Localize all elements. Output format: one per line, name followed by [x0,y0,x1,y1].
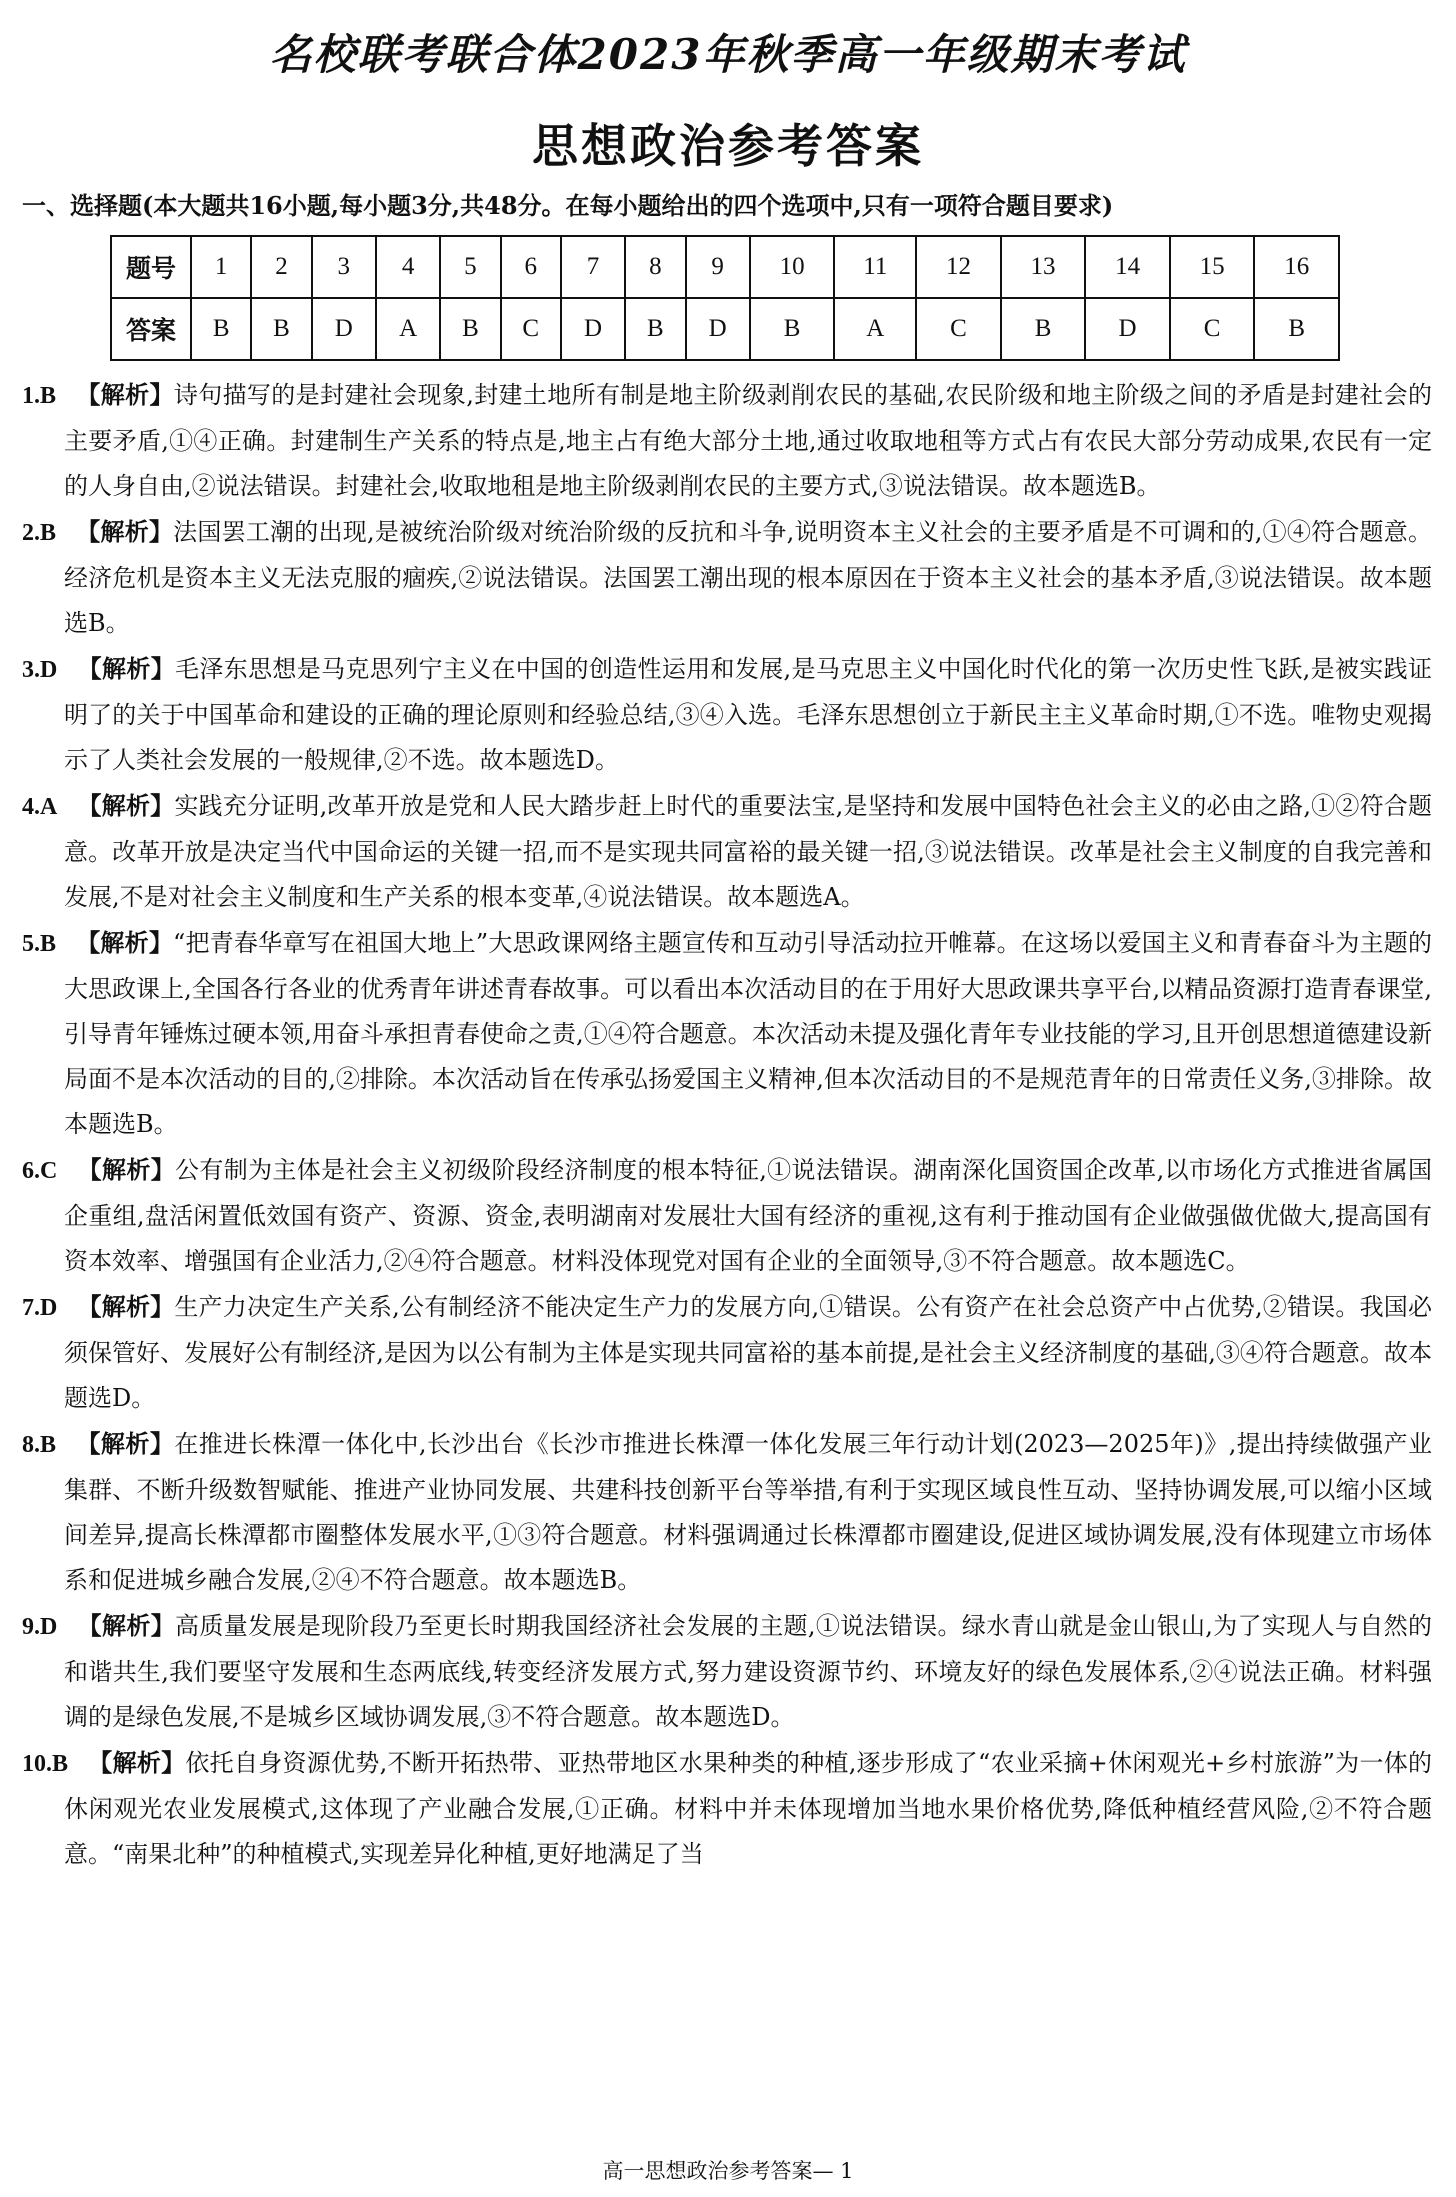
explanation-number: 9.D [22,1614,58,1640]
explanation-text: 毛泽东思想是马克思列宁主义在中国的创造性运用和发展,是马克思主义中国化时代化的第一次历史性飞跃,是被实践证明了的关于中国革命和建设的正确的理论原则和经验总结,③④入选。毛泽东思想创立于新民主主义革命时期,①不选。唯物史观揭示了人类社会发展的一般规律,②不选。故本题选D。 [64,655,1432,774]
explanation-text: 高质量发展是现阶段乃至更长时期我国经济社会发展的主题,①说法错误。绿水青山就是金山银山,为了实现人与自然的和谐共生,我们要坚守发展和生态两底线,转变经济发展方式,努力建设资源节约、环境友好的绿色发展体系,②④说法正确。材料强调的是绿色发展,不是城乡区域协调发展,③不符合题意。故本题选D。 [64,1612,1432,1731]
answer-cell: B [251,298,311,360]
explanation-item [22,1421,1432,1603]
answer-cell: B [625,298,685,360]
question-number-cell: 13 [1001,236,1086,298]
question-number-cell: 4 [376,236,440,298]
exam-title: 名校联考联合体2023年秋季高一年级期末考试 [269,30,1187,79]
question-number-row [111,236,1339,298]
question-number-cell: 9 [686,236,750,298]
explanation-text: 实践充分证明,改革开放是党和人民大踏步赶上时代的重要法宝,是坚持和发展中国特色社会主义的必由之路,①②符合题意。改革开放是决定当代中国命运的关键一招,而不是实现共同富裕的最关键一招,③说法错误。改革是社会主义制度的自我完善和发展,不是对社会主义制度和生产关系的根本变革,④说法错误。故本题选A。 [64,792,1432,911]
page-footer: 高一思想政治参考答案— 1 [602,2159,854,2183]
explanation-number: 2.B [22,520,57,546]
question-number-cell: 10 [750,236,835,298]
question-number-label: 题号 [111,236,191,298]
explanation-item [22,646,1432,783]
answer-cell: D [1085,298,1170,360]
question-number-cell: 12 [916,236,1001,298]
answer-cell: B [1001,298,1086,360]
answer-cell: C [916,298,1001,360]
explanation-number: 1.B [22,383,57,409]
explanation-item [22,920,1432,1147]
explanation-item [22,1740,1432,1877]
explanation-text: 依托自身资源优势,不断开拓热带、亚热带地区水果种类的种植,逐步形成了“农业采摘+休闲观光+乡村旅游”为一体的休闲观光农业发展模式,这体现了产业融合发展,①正确。材料中并未体现增加当地水果价格优势,降低种植经营风险,②不符合题意。“南果北种”的种植模式,实现差异化种植,更好地满足了当 [64,1749,1433,1868]
answer-cell: D [686,298,750,360]
explanations-list [22,372,1432,1877]
answer-table [110,235,1340,361]
question-number-cell: 5 [440,236,500,298]
explanation-item [22,783,1432,920]
question-number-cell: 15 [1170,236,1255,298]
explanation-item [22,509,1432,646]
question-number-cell: 11 [834,236,916,298]
analysis-tag: 【解析】 [77,1611,176,1640]
answer-cell: C [501,298,561,360]
explanation-number: 4.A [22,794,58,820]
section-heading: 一、选择题(本大题共16小题,每小题3分,共48分。在每小题给出的四个选项中,只有一项符合题目要求) [22,191,1114,220]
answer-cell: B [440,298,500,360]
explanation-text: 生产力决定生产关系,公有制经济不能决定生产力的发展方向,①错误。公有资产在社会总资产中占优势,②错误。我国必须保管好、发展好公有制经济,是因为以公有制为主体是实现共同富裕的基本前提,是社会主义经济制度的基础,③④符合题意。故本题选D。 [64,1293,1432,1412]
analysis-tag: 【解析】 [76,380,174,409]
analysis-tag: 【解析】 [77,791,175,820]
analysis-tag: 【解析】 [77,1155,176,1184]
explanation-item [22,1284,1432,1421]
explanation-text: 法国罢工潮的出现,是被统治阶级对统治阶级的反抗和斗争,说明资本主义社会的主要矛盾是不可调和的,①④符合题意。经济危机是资本主义无法克服的痼疾,②说法错误。法国罢工潮出现的根本原因在于资本主义社会的基本矛盾,③说法错误。故本题选B。 [64,518,1433,637]
explanation-number: 7.D [22,1295,58,1321]
answer-cell: D [312,298,376,360]
answer-cell: D [561,298,625,360]
answer-cell: B [191,298,251,360]
explanation-item [22,1147,1432,1284]
answer-cell: A [376,298,440,360]
explanation-item [22,372,1432,509]
analysis-tag: 【解析】 [76,517,174,546]
question-number-cell: 14 [1085,236,1170,298]
answer-cell: B [750,298,835,360]
question-number-cell: 2 [251,236,311,298]
question-number-cell: 7 [561,236,625,298]
answer-label: 答案 [111,298,191,360]
explanation-text: 在推进长株潭一体化中,长沙出台《长沙市推进长株潭一体化发展三年行动计划(2023—2025年)》,提出持续做强产业集群、不断升级数智赋能、推进产业协同发展、共建科技创新平台等举措,有利于实现区域良性互动、坚持协调发展,可以缩小区域间差异,提高长株潭都市圈整体发展水平,①③符合题意。材料强调通过长株潭都市圈建设,促进区域协调发展,没有体现建立市场体系和促进城乡融合发展,②④不符合题意。故本题选B。 [64,1430,1433,1594]
explanation-number: 3.D [22,657,58,683]
answer-cell: A [834,298,916,360]
question-number-cell: 3 [312,236,376,298]
explanation-text: 公有制为主体是社会主义初级阶段经济制度的根本特征,①说法错误。湖南深化国资国企改革,以市场化方式推进省属国企重组,盘活闲置低效国有资产、资源、资金,表明湖南对发展壮大国有经济的重视,这有利于推动国有企业做强做优做大,提高国有资本效率、增强国有企业活力,②④符合题意。材料没体现党对国有企业的全面领导,③不符合题意。故本题选C。 [64,1156,1432,1275]
answer-row [111,298,1339,360]
explanation-number: 8.B [22,1432,57,1458]
analysis-tag: 【解析】 [76,928,174,957]
answer-key-title: 思想政治参考答案 [532,119,924,173]
question-number-cell: 1 [191,236,251,298]
question-number-cell: 16 [1254,236,1339,298]
question-number-cell: 8 [625,236,685,298]
explanation-text: 诗句描写的是封建社会现象,封建土地所有制是地主阶级剥削农民的基础,农民阶级和地主阶级之间的矛盾是封建社会的主要矛盾,①④正确。封建制生产关系的特点是,地主占有绝大部分土地,通过收取地租等方式占有农民大部分劳动成果,农民有一定的人身自由,②说法错误。封建社会,收取地租是地主阶级剥削农民的主要方式,③说法错误。故本题选B。 [64,381,1432,500]
answer-cell: C [1170,298,1255,360]
explanation-text: “把青春华章写在祖国大地上”大思政课网络主题宣传和互动引导活动拉开帷幕。在这场以爱国主义和青春奋斗为主题的大思政课上,全国各行各业的优秀青年讲述青春故事。可以看出本次活动目的在于用好大思政课共享平台,以精品资源打造青春课堂,引导青年锤炼过硬本领,用奋斗承担青春使命之责,①④符合题意。本次活动未提及强化青年专业技能的学习,且开创思想道德建设新局面不是本次活动的目的,②排除。本次活动旨在传承弘扬爱国主义精神,但本次活动目的不是规范青年的日常责任义务,③排除。故本题选B。 [64,929,1433,1138]
answer-cell: B [1254,298,1339,360]
explanation-number: 6.C [22,1158,58,1184]
analysis-tag: 【解析】 [88,1748,186,1777]
analysis-tag: 【解析】 [77,1292,175,1321]
explanation-number: 10.B [22,1751,69,1777]
explanation-item [22,1603,1432,1740]
analysis-tag: 【解析】 [77,654,176,683]
question-number-cell: 6 [501,236,561,298]
explanation-number: 5.B [22,931,57,957]
analysis-tag: 【解析】 [76,1429,175,1458]
